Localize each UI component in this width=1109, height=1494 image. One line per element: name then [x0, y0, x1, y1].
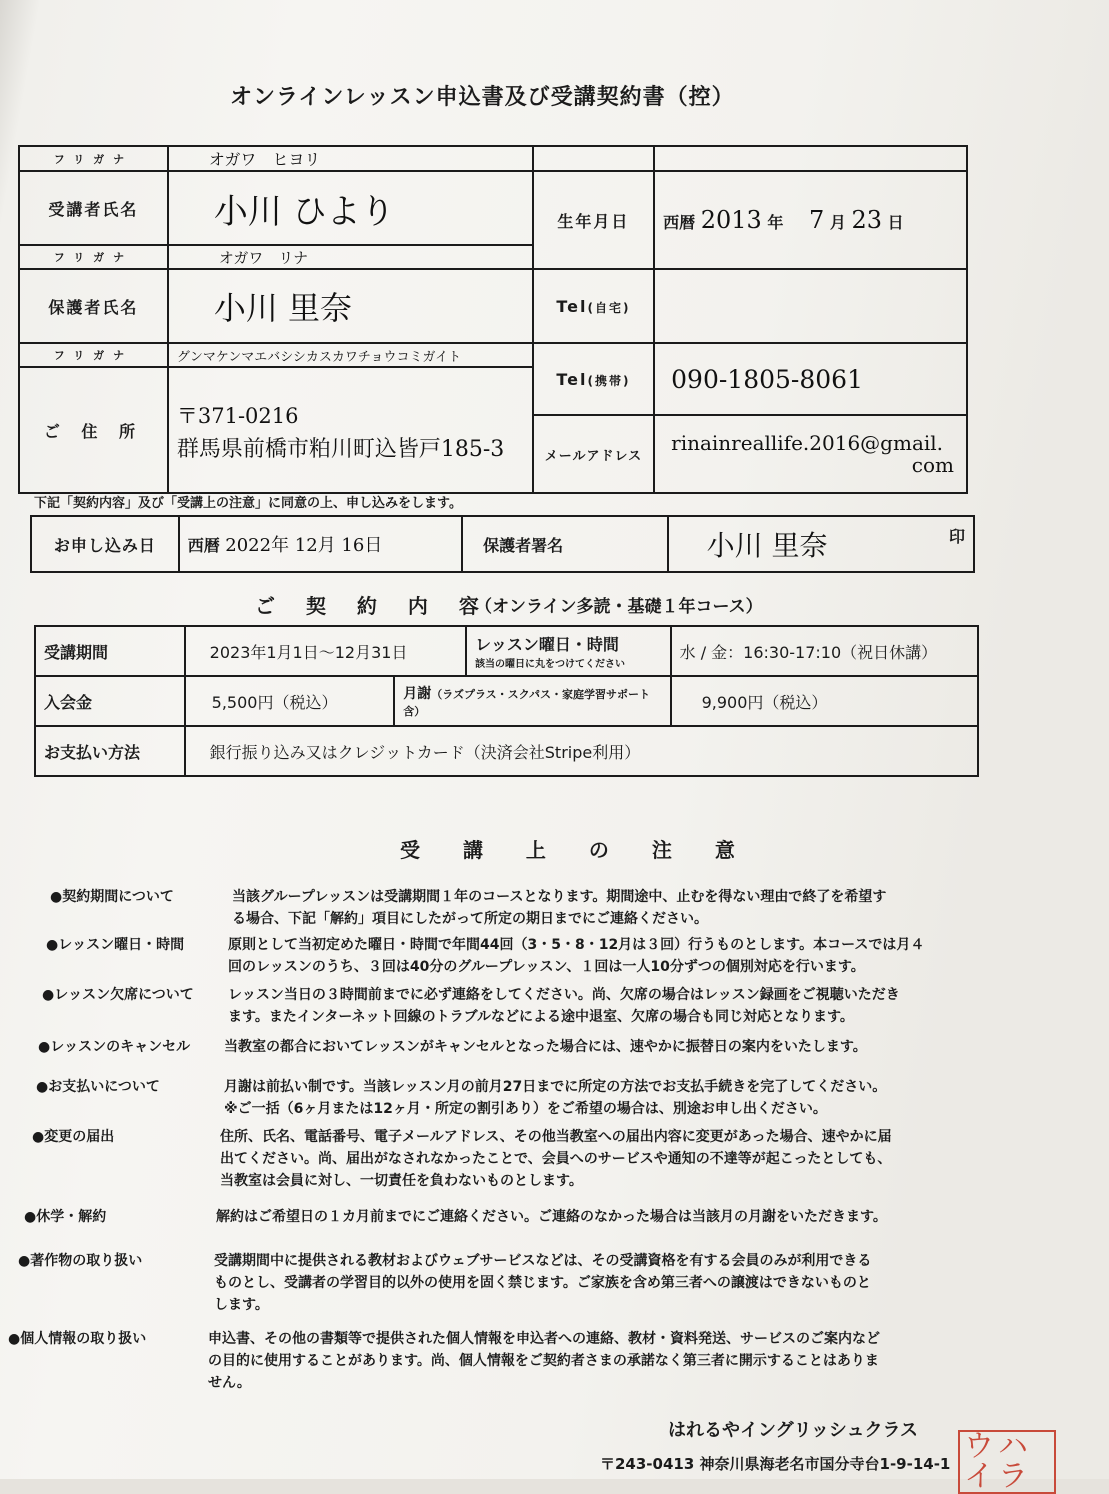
- lesson-note: 該当の曜日に丸をつけてください: [475, 659, 626, 670]
- lesson-value: 水 / 金：16:30-17:10（祝日休講）: [671, 626, 978, 676]
- application-table: [30, 515, 975, 573]
- tel-home-label: [533, 269, 654, 343]
- applicant-kana-label: フリガナ: [19, 146, 168, 171]
- note-heading: ●個人情報の取り扱い: [8, 1331, 147, 1347]
- payment-value: 銀行振り込み又はクレジットカード（決済会社Stripe利用）: [185, 726, 978, 776]
- monthly-label-cell: [394, 676, 670, 726]
- note-heading: ●契約期間について: [50, 889, 174, 905]
- email-value: [654, 415, 967, 493]
- application-date: [179, 516, 462, 572]
- address-kana: グンマケンマエバシシカスカワチョウコミガイト: [168, 343, 533, 367]
- note-body: 解約はご希望日の１カ月前までにご連絡ください。ご連絡のなかった場合は当該月の月謝をいただきます。: [216, 1209, 887, 1225]
- birth-day-unit: 日: [887, 213, 904, 232]
- school-name: はれるやイングリッシュクラス: [668, 1420, 919, 1441]
- note-body: 申込書、その他の書類等で提供された個人情報を申込者への連絡、教材・資料発送、サービスのご案内など の目的に使用することがあります。尚、個人情報をご契約者さまの承諾なく第三者に開示することはありま せん。: [208, 1331, 880, 1391]
- tel-home-value: [654, 269, 967, 343]
- address-value: [168, 367, 533, 493]
- guardian-name-label: 保護者氏名: [19, 269, 168, 343]
- applicant-info-table: [18, 145, 968, 494]
- email-part-2: com: [911, 453, 954, 477]
- birth-era: 西暦: [663, 213, 696, 232]
- guardian-sign: [668, 516, 974, 572]
- monthly-label: 月謝: [403, 686, 432, 702]
- tel-mobile-label: [533, 343, 654, 415]
- fee-label: 入会金: [35, 676, 185, 726]
- lesson-label: レッスン曜日・時間: [475, 635, 619, 654]
- address-kana-label: フリガナ: [19, 343, 168, 367]
- note-body: 当教室の都合においてレッスンがキャンセルとなった場合には、速やかに振替日の案内をいたします。: [224, 1039, 867, 1055]
- note-heading: ●レッスンのキャンセル: [38, 1039, 191, 1055]
- address-line: 群馬県前橋市粕川町込皆戸185-3: [176, 437, 505, 462]
- email-label: メールアドレス: [533, 415, 654, 493]
- guardian-kana-label: フリガナ: [19, 245, 168, 269]
- note-heading: ●お支払いについて: [36, 1079, 160, 1095]
- empty-cell: [654, 146, 967, 171]
- tel-home-label-sub: (自宅): [587, 300, 631, 315]
- note-heading: ●著作物の取り扱い: [18, 1253, 143, 1269]
- guardian-kana: オガワ リナ: [168, 245, 533, 269]
- birth-label: 生年月日: [533, 171, 654, 269]
- email-part-1: rinainreallife.2016@gmail.: [671, 431, 944, 455]
- birth-date: [654, 171, 967, 269]
- note-body: 住所、氏名、電話番号、電子メールアドレス、その他当教室への届出内容に変更があった場合、速やかに届 出てください。尚、届出がなされなかったことで、会員へのサービスや通知の不達等が起こったとしても、 当教室は会員に対し、一切責任を負わないものとします。: [220, 1129, 892, 1189]
- note-heading: ●レッスン欠席について: [42, 987, 194, 1003]
- note-body: 月謝は前払い制です。当該レッスン月の前月27日までに所定の方法でお支払手続きを完了してください。 ※ご一括（6ヶ月または12ヶ月・所定の割引あり）をご希望の場合は、別途お申し出ください。: [224, 1079, 887, 1117]
- note-body: 原則として当初定めた曜日・時間で年間44回（3・5・8・12月は３回）行うものとします。本コースでは月４ 回のレッスンのうち、３回は40分のグループレッスン、１回は一人10分ずつの個別対応を行います。: [228, 937, 925, 975]
- note-heading: ●レッスン曜日・時間: [46, 937, 185, 953]
- address-label: ご 住 所: [19, 367, 168, 493]
- fee-value: 5,500円（税込）: [185, 676, 395, 726]
- guardian-sign-value: 小川 里奈: [706, 529, 828, 562]
- guardian-sign-label: 保護者署名: [462, 516, 668, 572]
- payment-label: お支払い方法: [35, 726, 185, 776]
- note-body: 受講期間中に提供される教材およびウェブサービスなどは、その受講資格を有する会員のみが利用できる ものとし、受講者の学習目的以外の使用を固く禁じます。ご家族を含め第三者への譲渡はできないものと します。: [214, 1253, 872, 1313]
- tel-mobile-label-sub: (携帯): [587, 373, 631, 388]
- birth-month-unit: 月: [829, 213, 846, 232]
- empty-cell: [533, 146, 654, 171]
- birth-day: 23: [851, 206, 882, 234]
- application-date-label: お申し込み日: [31, 516, 179, 572]
- applicant-name-label: 受講者氏名: [19, 171, 168, 245]
- period-value: 2023年1月1日〜12月31日: [185, 626, 466, 676]
- note-body: レッスン当日の３時間前までに必ず連絡をしてください。尚、欠席の場合はレッスン録画をご視聴いただき ます。またインターネット回線のトラブルなどによる途中退室、欠席の場合も同じ対応となります。: [228, 987, 900, 1025]
- birth-month: 7: [808, 206, 825, 234]
- application-date-value: 2022年 12月 16日: [225, 535, 383, 556]
- document-title: オンラインレッスン申込書及び受講契約書（控）: [230, 85, 735, 110]
- note-heading: ●変更の届出: [32, 1129, 115, 1145]
- lesson-label-cell: [466, 626, 671, 676]
- contract-title: ご 契 約 内 容: [255, 594, 491, 618]
- tel-home-label-text: Tel: [556, 296, 588, 316]
- note-body: 当該グループレッスンは受講期間１年のコースとなります。期間途中、止むを得ない理由で終了を希望す る場合、下記「解約」項目にしたがって所定の期日までにご連絡ください。: [232, 889, 887, 927]
- guardian-name: 小川 里奈: [168, 269, 533, 343]
- birth-year-unit: 年: [767, 213, 784, 232]
- notes-title: 受 講 上 の 注 意: [400, 838, 753, 862]
- agreement-text: 下記「契約内容」及び「受講上の注意」に同意の上、申し込みをします。: [34, 496, 462, 511]
- application-era: 西暦: [187, 536, 220, 555]
- applicant-kana: オガワ ヒヨリ: [168, 146, 533, 171]
- monthly-note: （ラズプラス・スクパス・家庭学習サポート含）: [403, 688, 650, 718]
- applicant-name: 小川 ひより: [168, 171, 533, 245]
- note-heading: ●休学・解約: [24, 1209, 107, 1225]
- birth-year: 2013: [700, 206, 762, 234]
- school-stamp: ウハイラ: [958, 1430, 1056, 1494]
- period-label: 受講期間: [35, 626, 185, 676]
- tel-mobile-value: 090-1805-8061: [654, 343, 967, 415]
- school-address: 〒243-0413 神奈川県海老名市国分寺台1-9-14-1: [600, 1455, 951, 1473]
- contract-subtitle: （オンライン多読・基礎１年コース）: [475, 597, 763, 617]
- contract-table: [34, 625, 979, 777]
- monthly-value: 9,900円（税込）: [671, 676, 978, 726]
- tel-mobile-label-text: Tel: [556, 369, 588, 389]
- seal-mark: 印: [948, 527, 965, 546]
- address-postal: 〒371-0216: [176, 404, 299, 428]
